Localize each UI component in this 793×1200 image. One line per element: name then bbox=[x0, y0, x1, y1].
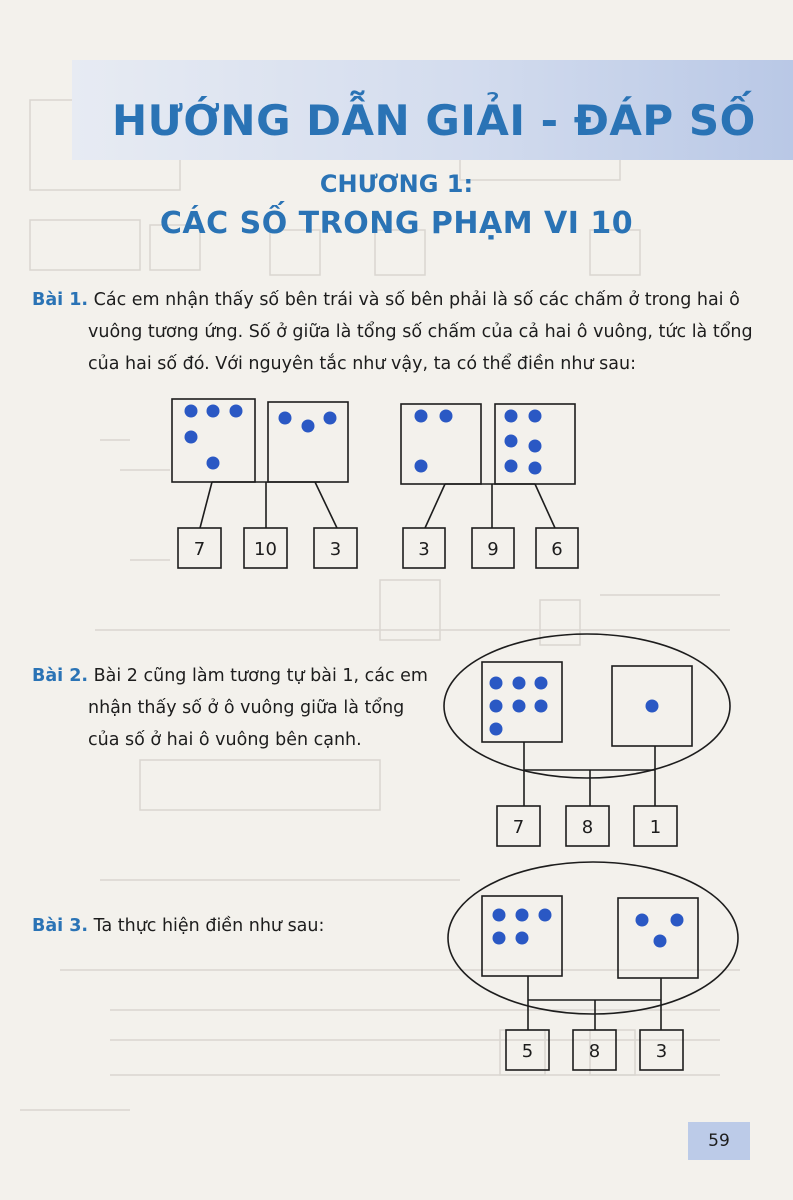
dot bbox=[490, 677, 503, 690]
dot bbox=[490, 723, 503, 736]
bai2-diagram-dots bbox=[490, 677, 659, 736]
dot bbox=[493, 932, 506, 945]
dot bbox=[185, 431, 198, 444]
answer-number: 6 bbox=[551, 539, 563, 560]
dot bbox=[490, 700, 503, 713]
dot bbox=[539, 909, 552, 922]
answer-number: 5 bbox=[521, 1041, 534, 1062]
dot bbox=[529, 440, 542, 453]
dot bbox=[535, 700, 548, 713]
dot bbox=[415, 410, 428, 423]
dot bbox=[230, 405, 243, 418]
bai2-line3: của số ở hai ô vuông bên cạnh. bbox=[88, 730, 362, 750]
dot bbox=[671, 914, 684, 927]
bai3-diagram bbox=[448, 862, 738, 1070]
dot bbox=[513, 700, 526, 713]
dot bbox=[279, 412, 292, 425]
connector-line bbox=[315, 482, 337, 528]
grouping-ellipse bbox=[448, 862, 738, 1014]
dot bbox=[516, 932, 529, 945]
dot bbox=[535, 677, 548, 690]
bai3-text: Ta thực hiện điền như sau: bbox=[93, 916, 325, 936]
bai3-diagram-dots bbox=[493, 909, 684, 948]
bai1-diagram-b-dots bbox=[415, 410, 542, 475]
dot bbox=[505, 410, 518, 423]
connector-line bbox=[535, 484, 555, 528]
grouping-ellipse bbox=[444, 634, 730, 778]
bai1-label: Bài 1. bbox=[32, 290, 89, 310]
bai2-diagram bbox=[444, 634, 730, 846]
dot bbox=[636, 914, 649, 927]
dot bbox=[324, 412, 337, 425]
dot bbox=[493, 909, 506, 922]
dot bbox=[505, 435, 518, 448]
answer-number: 3 bbox=[418, 539, 430, 560]
bai1-diagram-a-dots bbox=[185, 405, 337, 470]
dot bbox=[529, 462, 542, 475]
answer-number: 3 bbox=[329, 539, 342, 560]
dot bbox=[302, 420, 315, 433]
bai1-line1: Các em nhận thấy số bên trái và số bên phải là số các chấm ở trong hai ô bbox=[93, 290, 740, 310]
page-number: 59 bbox=[708, 1131, 730, 1151]
bai2-line2: nhận thấy số ở ô vuông giữa là tổng bbox=[88, 698, 405, 718]
bai2-line1: Bài 2 cũng làm tương tự bài 1, các em bbox=[93, 666, 428, 686]
dot bbox=[505, 460, 518, 473]
answer-number: 8 bbox=[588, 1041, 601, 1062]
bai3-label: Bài 3. bbox=[32, 916, 89, 936]
answer-number: 7 bbox=[193, 539, 206, 560]
page-title: HƯỚNG DẪN GIẢI - ĐÁP SỐ bbox=[112, 96, 756, 145]
dot bbox=[516, 909, 529, 922]
bai1-line2: vuông tương ứng. Số ở giữa là tổng số chấm của cả hai ô vuông, tức là tổng bbox=[88, 322, 753, 342]
dot bbox=[185, 405, 198, 418]
connector-line bbox=[200, 482, 212, 528]
answer-number: 1 bbox=[649, 817, 662, 838]
dot bbox=[207, 457, 220, 470]
answer-number: 7 bbox=[512, 817, 525, 838]
answer-number: 9 bbox=[487, 539, 499, 560]
answer-number: 10 bbox=[254, 539, 277, 560]
chapter-label: CHƯƠNG 1: bbox=[319, 170, 474, 198]
dot bbox=[654, 935, 667, 948]
dot bbox=[646, 700, 659, 713]
dot bbox=[440, 410, 453, 423]
bai1-line3: của hai số đó. Với nguyên tắc như vậy, ta có thể điền như sau: bbox=[88, 354, 636, 374]
dot bbox=[415, 460, 428, 473]
answer-number: 8 bbox=[581, 817, 594, 838]
dot bbox=[529, 410, 542, 423]
bai2-label: Bài 2. bbox=[32, 666, 89, 686]
chapter-title: CÁC SỐ TRONG PHẠM VI 10 bbox=[159, 206, 634, 241]
dot bbox=[207, 405, 220, 418]
connector-line bbox=[425, 484, 445, 528]
dot bbox=[513, 677, 526, 690]
answer-number: 3 bbox=[655, 1041, 668, 1062]
